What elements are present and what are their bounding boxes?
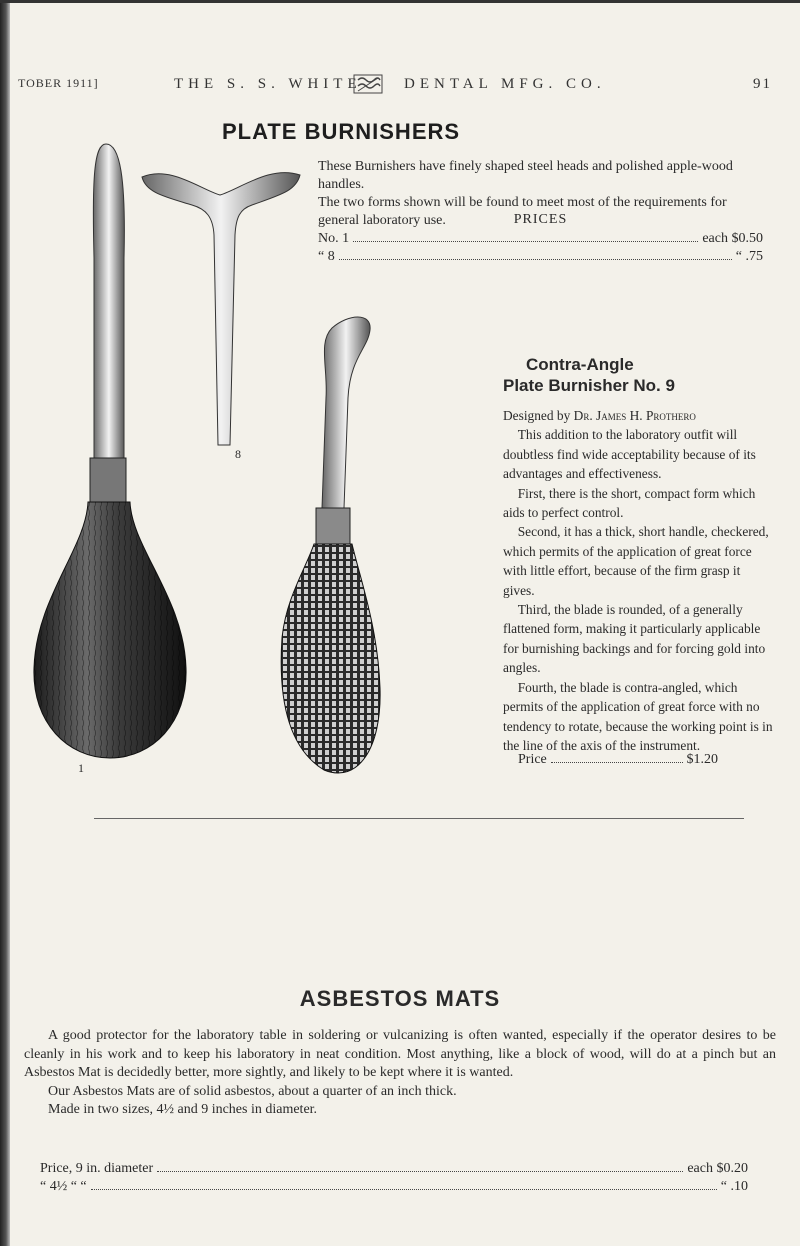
section-divider [94, 818, 744, 819]
price-row-no8 [318, 249, 763, 265]
contra-angle-paragraph: First, there is the short, compact form which aids to perfect control. [503, 485, 756, 521]
price-value: $1.20 [686, 752, 718, 767]
asbestos-paragraph: Made in two sizes, 4½ and 9 inches in diameter. [48, 1102, 318, 1117]
price-row-9in [40, 1161, 748, 1177]
contra-angle-paragraph: Second, it has a thick, short handle, checkered, which permits of the application of great force with little effort, because of the firm grasp it gives. [503, 524, 769, 598]
intro-paragraph: These Burnishers have finely shaped steel heads and polished apple-wood handles. [318, 159, 733, 192]
page-number: 91 [753, 76, 772, 92]
asbestos-mats-prices [40, 1161, 748, 1195]
book-binding-edge [0, 0, 10, 1246]
contra-angle-paragraph: This addition to the laboratory outfit will doubtless find wide acceptability because of its advantages and effectiveness. [503, 427, 756, 482]
running-head-date: TOBER 1911] [18, 76, 99, 90]
contra-angle-body [503, 406, 775, 755]
leader-dots [91, 1189, 717, 1190]
price-row-4-5in [40, 1179, 748, 1195]
designed-by-line: Designed by Dr. James H. Prothero [503, 408, 696, 423]
burnisher-no9-illustration-icon [268, 308, 388, 783]
price-label: Price, 9 in. diameter [40, 1161, 154, 1176]
price-value: each $0.50 [702, 231, 763, 246]
contra-angle-paragraph: Fourth, the blade is contra-angled, which permits of the application of great force with no tendency to rotate, because the working point is in the line of the axis of the instrument. [503, 679, 773, 753]
contra-angle-subtitle: Plate Burnisher No. 9 [503, 376, 675, 395]
price-label: No. 1 [318, 231, 350, 246]
prices-heading: PRICES [513, 212, 568, 227]
contra-angle-title: Contra-Angle [526, 355, 634, 374]
price-row-no1 [318, 231, 763, 247]
price-label: “ 4½ “ “ [40, 1179, 87, 1194]
company-logo-icon [352, 72, 384, 96]
price-label: Price [518, 752, 547, 767]
asbestos-paragraph: A good protector for the laboratory table in soldering or vulcanizing is often wanted, especially if the operator desires to be cleanly in his work and to keep his laboratory in neat condition. Most anything, like a block of wood, will do at a pinch but an Asbestos Mat is decidedly better, more sightly, and likely to be kept where it is wanted. [24, 1028, 776, 1080]
page-top-rule [0, 0, 800, 3]
leader-dots [339, 259, 732, 260]
price-value: “ .10 [720, 1179, 748, 1194]
plate-burnishers-title: PLATE BURNISHERS [222, 119, 461, 144]
leader-dots [353, 241, 698, 242]
contra-angle-price-row [518, 752, 718, 768]
contra-angle-paragraph: Third, the blade is rounded, of a generally flattened form, making it particularly applicable for burnishing backings and for forcing gold into angles. [503, 602, 766, 676]
running-head-company-right: DENTAL MFG. CO. [404, 76, 606, 92]
asbestos-paragraph: Our Asbestos Mats are of solid asbestos, about a quarter of an inch thick. [48, 1083, 457, 1099]
running-head-company-left: THE S. S. WHITE [174, 76, 362, 92]
figure-label-no8: 8 [235, 447, 241, 461]
designer-name: Dr. James H. Prothero [573, 408, 696, 423]
price-label: “ 8 [318, 249, 335, 264]
asbestos-mats-title: ASBESTOS MATS [299, 986, 501, 1011]
asbestos-mats-body [24, 1027, 776, 1120]
leader-dots [157, 1171, 683, 1172]
intro-paragraph: The two forms shown will be found to meet most of the requirements for general laboratory use. [318, 195, 727, 228]
leader-dots [551, 762, 683, 763]
figure-label-no1: 1 [78, 761, 84, 775]
price-value: “ .75 [735, 249, 763, 264]
price-value: each $0.20 [687, 1161, 748, 1176]
